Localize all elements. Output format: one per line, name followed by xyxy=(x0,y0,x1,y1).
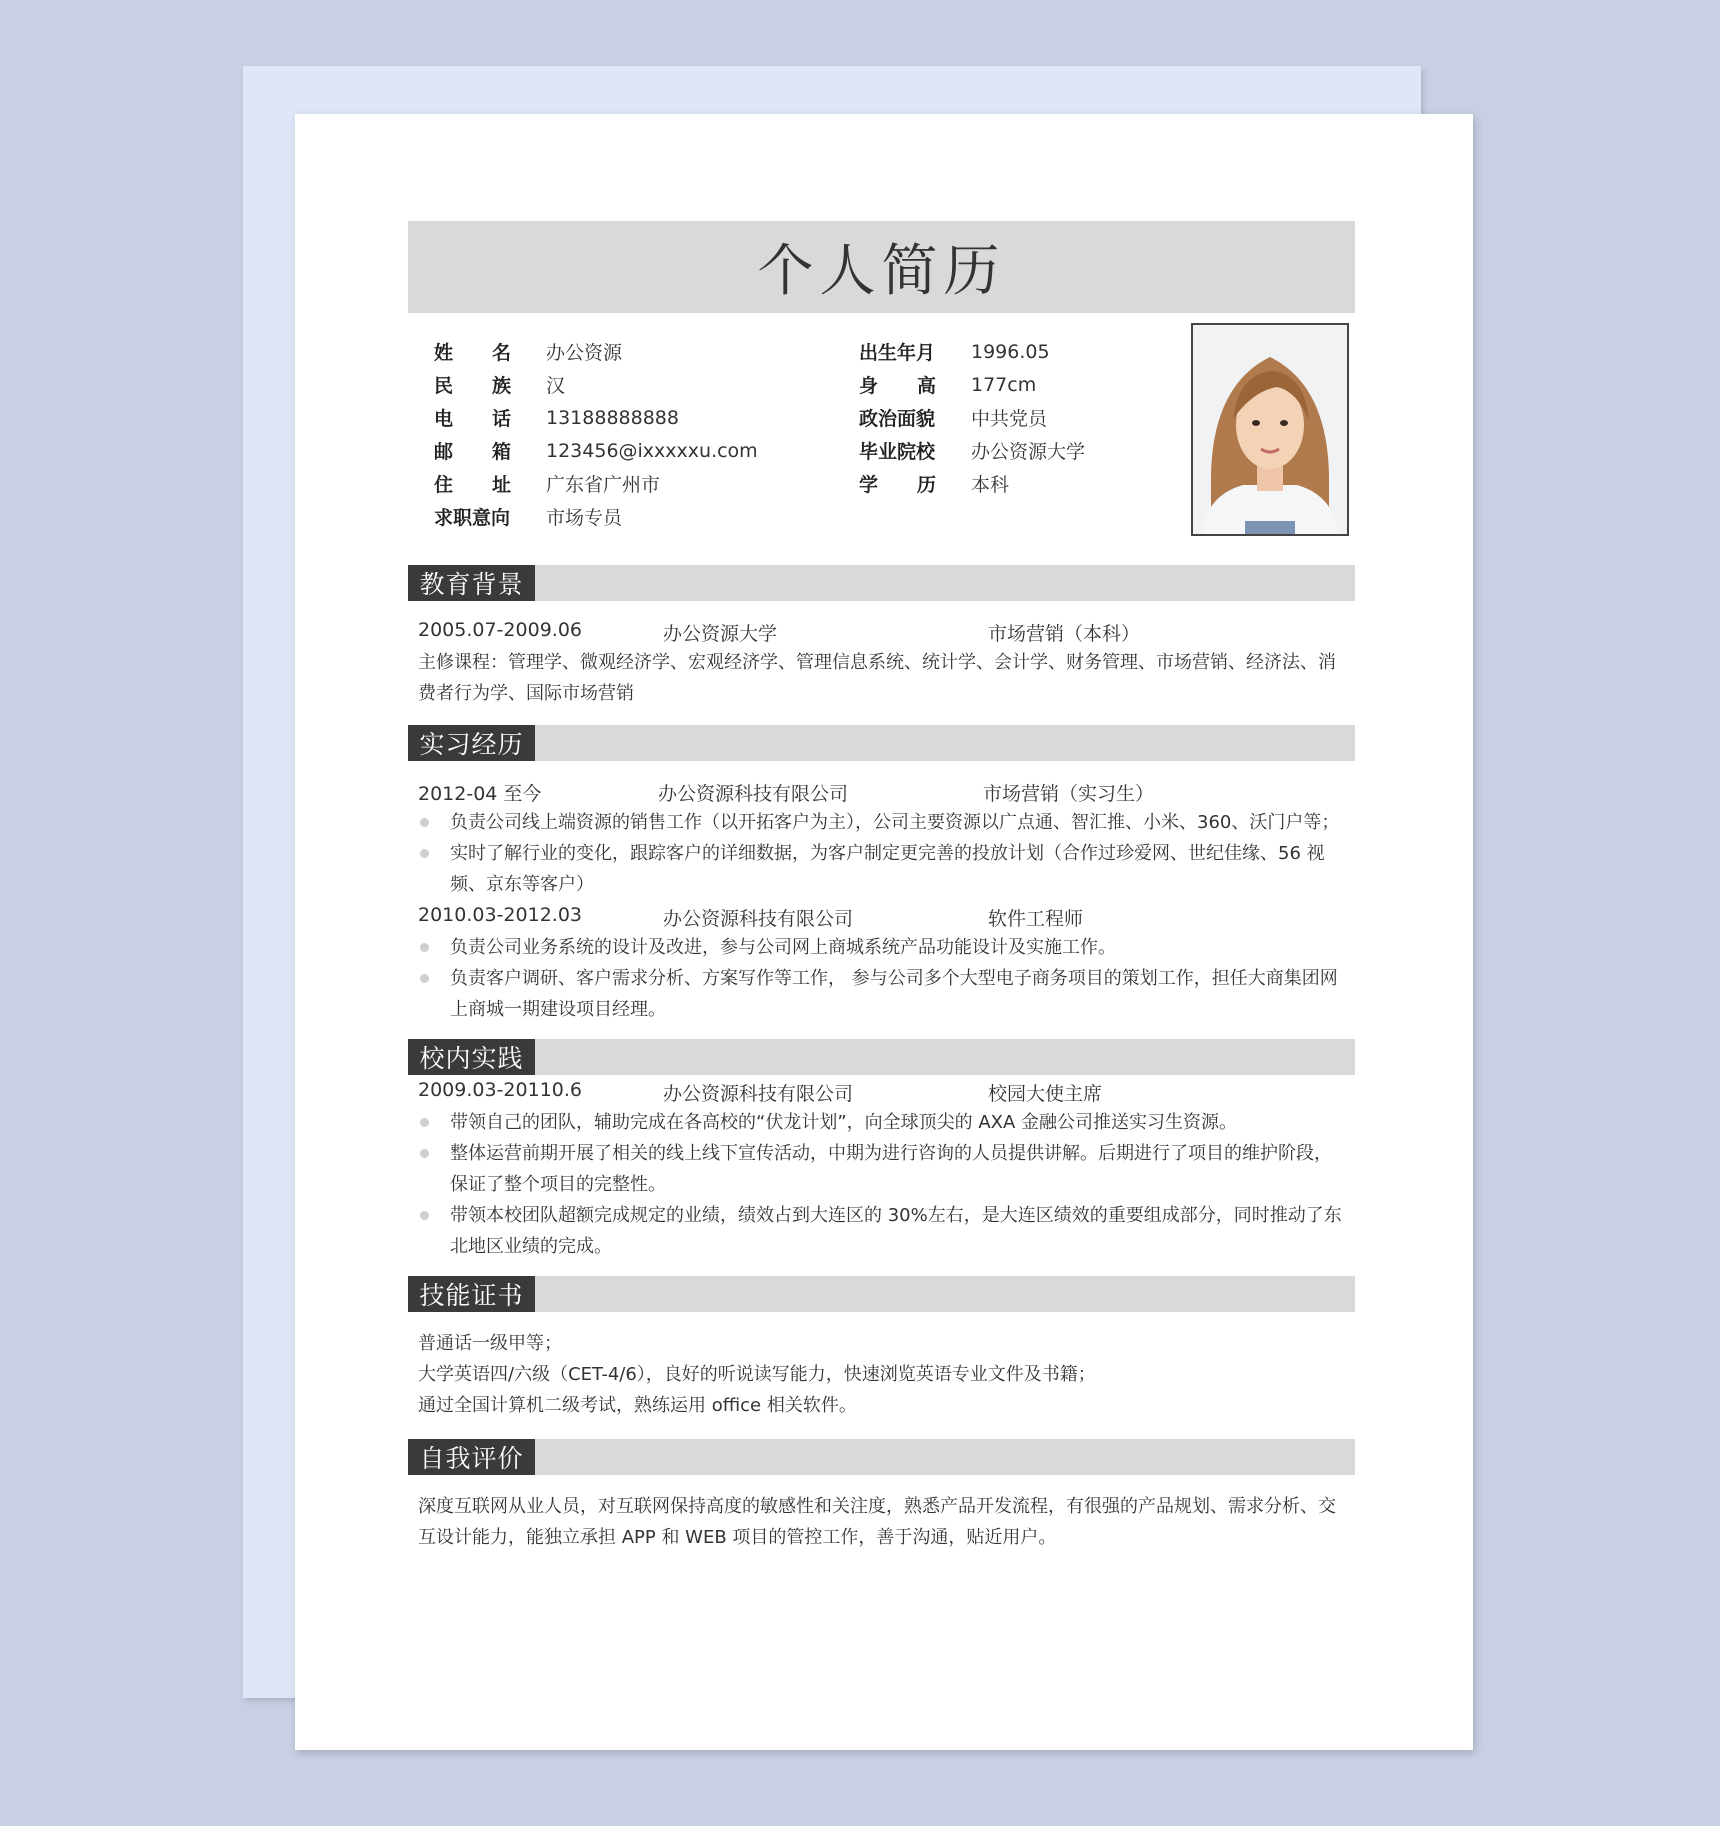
internship-role: 软件工程师 xyxy=(988,908,1084,930)
internship-company: 办公资源科技有限公司 xyxy=(658,783,849,805)
personal-info-right xyxy=(859,335,1085,500)
section-education-title: 教育背景 xyxy=(408,565,535,601)
info-value-address: 广东省广州市 xyxy=(546,474,661,496)
section-internship-header xyxy=(408,725,1355,761)
title-bar xyxy=(408,221,1355,313)
info-value-objective: 市场专员 xyxy=(546,507,623,529)
info-row-degree xyxy=(859,467,1085,500)
list-item: 大学英语四/六级（CET-4/6），良好的听说读写能力，快速浏览英语专业文件及书籍； xyxy=(418,1364,1096,1385)
info-label: 姓 名 xyxy=(434,342,511,364)
info-label: 求职意向 xyxy=(434,507,511,529)
internship-period: 2012-04 至今 xyxy=(418,783,542,805)
info-label: 民 族 xyxy=(434,375,511,397)
list-item: 实时了解行业的变化，跟踪客户的详细数据，为客户制定更完善的投放计划（合作过珍爱网、世纪佳缘、56 视频、京东等客户） xyxy=(450,838,1345,900)
internship-entry-2 xyxy=(408,900,1355,932)
resume-page xyxy=(295,114,1473,1750)
info-value-height: 177cm xyxy=(971,373,1037,396)
section-self-eval-header xyxy=(408,1439,1355,1475)
list-item: 负责客户调研、客户需求分析、方案写作等工作， 参与公司多个大型电子商务项目的策划工作，担任大商集团网上商城一期建设项目经理。 xyxy=(450,963,1345,1025)
internship-company: 办公资源科技有限公司 xyxy=(663,908,854,930)
info-row-school xyxy=(859,434,1085,467)
info-value-school: 办公资源大学 xyxy=(971,441,1086,463)
portrait-image xyxy=(1193,325,1347,534)
info-value-phone: 13188888888 xyxy=(546,406,679,429)
list-item: 带领自己的团队，辅助完成在各高校的“伏龙计划”，向全球顶尖的 AXA 金融公司推送实习生资源。 xyxy=(450,1107,1345,1138)
info-row-objective xyxy=(434,500,758,533)
resume-title: 个人简历 xyxy=(757,239,1006,304)
info-label: 学 历 xyxy=(859,474,936,496)
info-row-address xyxy=(434,467,758,500)
self-eval-text: 深度互联网从业人员，对互联网保持高度的敏感性和关注度，熟悉产品开发流程，有很强的产品规划、需求分析、交互设计能力，能独立承担 APP 和 WEB 项目的管控工作，善于沟通，贴近用户。 xyxy=(418,1496,1336,1548)
info-label: 政治面貌 xyxy=(859,408,936,430)
internship-duties-2 xyxy=(408,932,1355,1025)
info-value-birth: 1996.05 xyxy=(971,340,1050,363)
internship-entry-1 xyxy=(408,775,1355,807)
education-courses: 主修课程：管理学、微观经济学、宏观经济学、管理信息系统、统计学、会计学、财务管理、市场营销、经济法、消费者行为学、国际市场营销 xyxy=(418,652,1336,704)
campus-duties xyxy=(408,1107,1355,1262)
info-row-politics xyxy=(859,401,1085,434)
section-campus-title: 校内实践 xyxy=(408,1039,535,1075)
info-label: 住 址 xyxy=(434,474,511,496)
info-value-email: 123456@ixxxxxu.com xyxy=(546,439,758,462)
info-row-birth xyxy=(859,335,1085,368)
info-label: 毕业院校 xyxy=(859,441,936,463)
info-value-politics: 中共党员 xyxy=(971,408,1048,430)
list-item: 带领本校团队超额完成规定的业绩，绩效占到大连区的 30%左右，是大连区绩效的重要组成部分，同时推动了东北地区业绩的完成。 xyxy=(450,1200,1345,1262)
skills-list xyxy=(408,1328,1355,1421)
info-row-email xyxy=(434,434,758,467)
info-value-degree: 本科 xyxy=(971,474,1010,496)
section-internship-title: 实习经历 xyxy=(408,725,535,761)
personal-info-left xyxy=(434,335,758,533)
list-item: 负责公司业务系统的设计及改进，参与公司网上商城系统产品功能设计及实施工作。 xyxy=(450,932,1345,963)
info-label: 身 高 xyxy=(859,375,936,397)
internship-duties-1 xyxy=(408,807,1355,900)
personal-info xyxy=(408,313,1355,565)
info-value-name: 办公资源 xyxy=(546,342,623,364)
resume-content xyxy=(408,221,1355,1553)
info-label: 电 话 xyxy=(434,408,511,430)
info-row-height xyxy=(859,368,1085,401)
list-item: 负责公司线上端资源的销售工作（以开拓客户为主），公司主要资源以广点通、智汇推、小米、360、沃门户等； xyxy=(450,807,1345,838)
profile-photo xyxy=(1191,323,1349,536)
internship-period: 2010.03-2012.03 xyxy=(418,904,582,926)
section-skills-header xyxy=(408,1276,1355,1312)
info-row-phone xyxy=(434,401,758,434)
campus-period: 2009.03-20110.6 xyxy=(418,1079,582,1101)
education-major: 市场营销（本科） xyxy=(988,623,1141,645)
section-campus-header xyxy=(408,1039,1355,1075)
info-row-ethnicity xyxy=(434,368,758,401)
section-skills-title: 技能证书 xyxy=(408,1276,535,1312)
section-self-eval-title: 自我评价 xyxy=(408,1439,535,1475)
list-item: 整体运营前期开展了相关的线上线下宣传活动，中期为进行咨询的人员提供讲解。后期进行了项目的维护阶段，保证了整个项目的完整性。 xyxy=(450,1138,1345,1200)
campus-role: 校园大使主席 xyxy=(988,1083,1103,1105)
info-label: 邮 箱 xyxy=(434,441,511,463)
section-education-header xyxy=(408,565,1355,601)
info-row-name xyxy=(434,335,758,368)
campus-entry xyxy=(408,1075,1355,1107)
list-item: 通过全国计算机二级考试，熟练运用 office 相关软件。 xyxy=(418,1395,857,1416)
list-item: 普通话一级甲等； xyxy=(418,1333,562,1354)
education-entry xyxy=(408,615,1355,647)
info-value-ethnicity: 汉 xyxy=(546,375,566,397)
education-school: 办公资源大学 xyxy=(663,623,778,645)
internship-role: 市场营销（实习生） xyxy=(983,783,1155,805)
education-period: 2005.07-2009.06 xyxy=(418,619,582,641)
info-label: 出生年月 xyxy=(859,342,936,364)
campus-company: 办公资源科技有限公司 xyxy=(663,1083,854,1105)
